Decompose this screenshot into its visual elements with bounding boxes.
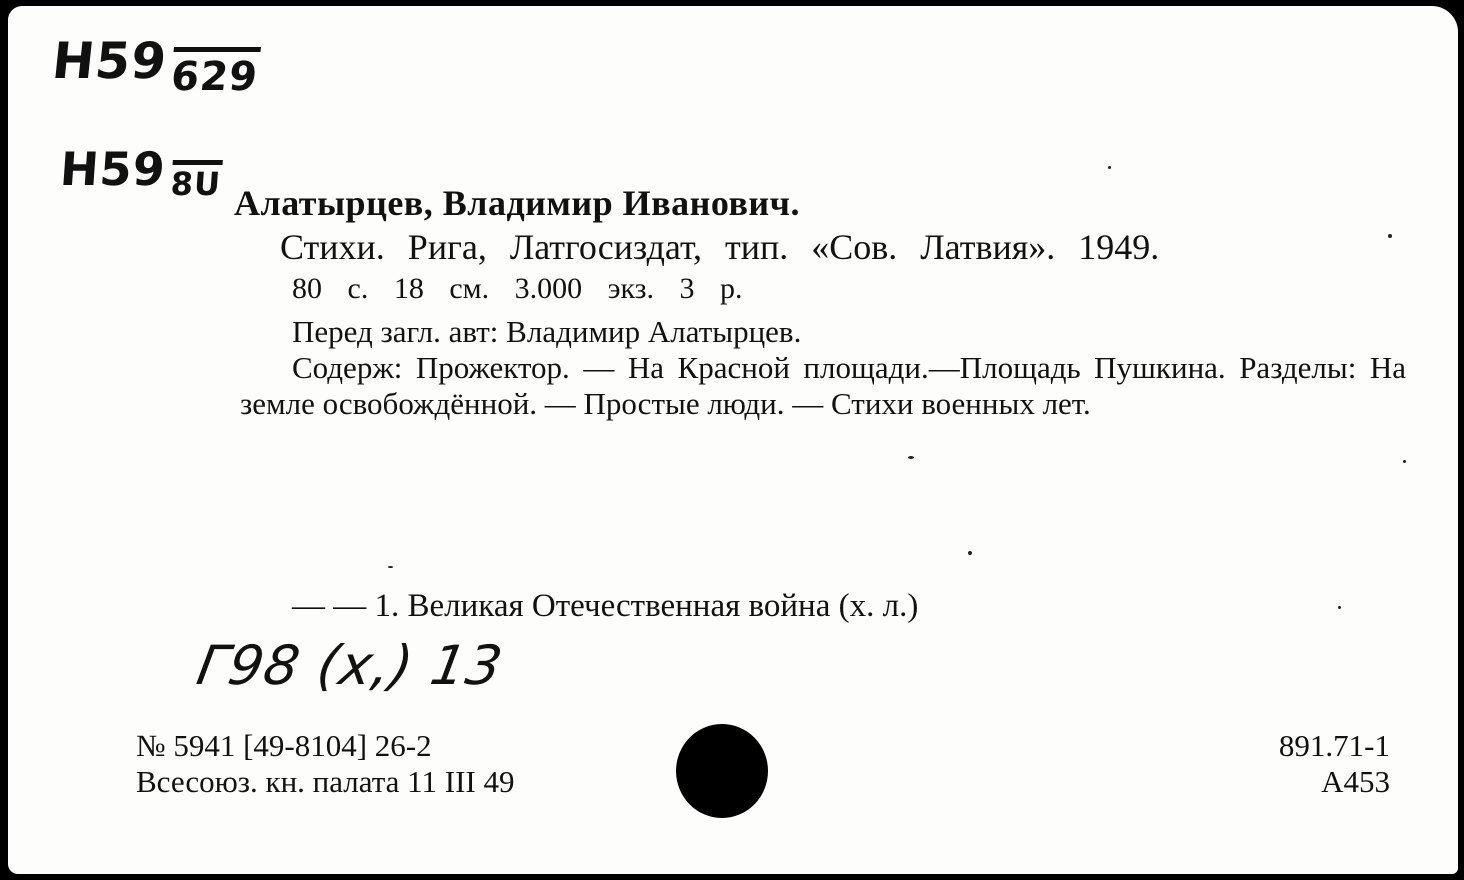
call-number-1-main: H59 [49, 32, 171, 90]
speck [1388, 234, 1392, 238]
call-number-1-sub: 629 [169, 47, 261, 100]
record-number: № 5941 [49-8104] 26-2 [136, 728, 432, 763]
call-number-2-sub: 8U [169, 160, 222, 203]
author-note: Перед загл. авт: Владимир Алатырцев. [292, 314, 802, 349]
speck [908, 456, 914, 459]
contents-note: Содерж: Прожектор. — На Красной площади.—Площадь Пушкина. Разделы: На земле освобождённой. — Простые люди. — Стихи военных лет. [240, 350, 1406, 421]
subject-heading: — — 1. Великая Отечественная война (х. л.) [292, 588, 919, 624]
notes-block [240, 314, 1406, 422]
physical-description-line: 80 с. 18 см. 3.000 экз. 3 р. [292, 272, 743, 305]
author-mark: А453 [1321, 764, 1390, 799]
book-chamber-line: Всесоюз. кн. палата 11 III 49 [136, 764, 515, 799]
title-imprint-line: Стихи. Рига, Латгосиздат, тип. «Сов. Латвия». 1949. [280, 227, 1160, 267]
handwritten-call-number-1 [48, 32, 262, 100]
punch-hole [676, 724, 768, 818]
classification-number: 891.71-1 [1278, 728, 1390, 763]
speck [1108, 166, 1111, 169]
speck [388, 566, 393, 568]
call-number-2-main: H59 [58, 142, 168, 196]
speck [1338, 606, 1341, 609]
catalog-card [8, 6, 1458, 874]
speck [1403, 460, 1406, 463]
author-heading: Алатырцев, Владимир Иванович. [234, 183, 800, 223]
handwritten-class-code: Г98 (х,) 13 [192, 634, 508, 697]
handwritten-call-number-2 [58, 142, 224, 203]
speck [968, 551, 972, 555]
